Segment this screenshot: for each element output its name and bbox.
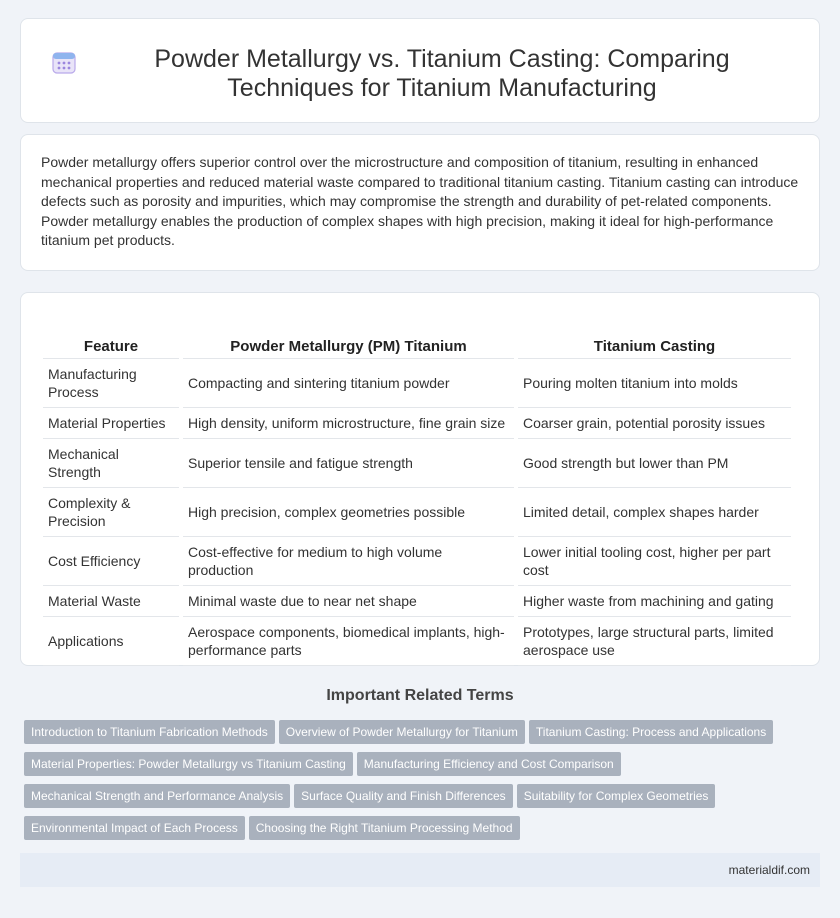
related-term-tag[interactable]: Suitability for Complex Geometries xyxy=(517,784,716,808)
table-row xyxy=(43,408,791,439)
column-header-feature: Feature xyxy=(43,315,179,359)
related-term-tag[interactable]: Introduction to Titanium Fabrication Methods xyxy=(24,720,275,744)
table-cell-casting: Lower initial tooling cost, higher per part cost xyxy=(518,537,791,586)
table-cell-feature: Manufacturing Process xyxy=(43,359,179,408)
table-row xyxy=(43,359,791,408)
table-cell-feature: Material Waste xyxy=(43,586,179,617)
table-cell-pm: High precision, complex geometries possible xyxy=(183,488,514,537)
comparison-table xyxy=(39,315,795,666)
footer-site-link[interactable]: materialdif.com xyxy=(728,863,810,877)
calendar-icon xyxy=(51,49,77,75)
page-title: Powder Metallurgy vs. Titanium Casting: Comparing Techniques for Titanium Manufacturing xyxy=(154,45,730,102)
column-header-pm-titanium: Powder Metallurgy (PM) Titanium xyxy=(183,315,514,359)
related-term-tag[interactable]: Mechanical Strength and Performance Analysis xyxy=(24,784,290,808)
table-row xyxy=(43,439,791,488)
related-term-tag[interactable]: Material Properties: Powder Metallurgy vs Titanium Casting xyxy=(24,752,353,776)
table-cell-casting: Coarser grain, potential porosity issues xyxy=(518,408,791,439)
table-row xyxy=(43,537,791,586)
table-cell-pm: Superior tensile and fatigue strength xyxy=(183,439,514,488)
related-term-tag[interactable]: Titanium Casting: Process and Applications xyxy=(529,720,773,744)
table-cell-feature: Mechanical Strength xyxy=(43,439,179,488)
table-row xyxy=(43,586,791,617)
table-header-row xyxy=(43,315,791,359)
table-cell-feature: Applications xyxy=(43,617,179,666)
intro-paragraph: Powder metallurgy offers superior control over the microstructure and composition of titanium, resulting in enhanced mechanical properties and reduced material waste compared to traditional titanium casting. Titanium casting can introduce defects such as porosity and impurities, which may compromise the strength and durability of pet-related components. Powder metallurgy enables the production of complex shapes with high precision, making it ideal for high-performance titanium pet products. xyxy=(41,154,799,249)
table-cell-pm: Compacting and sintering titanium powder xyxy=(183,359,514,408)
table-cell-feature: Cost Efficiency xyxy=(43,537,179,586)
table-row xyxy=(43,617,791,666)
table-cell-pm: Aerospace components, biomedical implants, high-performance parts xyxy=(183,617,514,666)
table-cell-pm: Cost-effective for medium to high volume production xyxy=(183,537,514,586)
table-cell-casting: Prototypes, large structural parts, limited aerospace use xyxy=(518,617,791,666)
footer xyxy=(20,853,820,887)
table-cell-feature: Material Properties xyxy=(43,408,179,439)
related-term-tag[interactable]: Manufacturing Efficiency and Cost Comparison xyxy=(357,752,621,776)
related-terms-list xyxy=(24,720,824,848)
table-cell-casting: Higher waste from machining and gating xyxy=(518,586,791,617)
related-term-tag[interactable]: Surface Quality and Finish Differences xyxy=(294,784,513,808)
table-cell-pm: High density, uniform microstructure, fine grain size xyxy=(183,408,514,439)
intro-card xyxy=(20,134,820,271)
column-header-titanium-casting: Titanium Casting xyxy=(518,315,791,359)
table-cell-casting: Limited detail, complex shapes harder xyxy=(518,488,791,537)
table-cell-casting: Pouring molten titanium into molds xyxy=(518,359,791,408)
related-term-tag[interactable]: Environmental Impact of Each Process xyxy=(24,816,245,840)
title-card xyxy=(20,18,820,123)
table-cell-pm: Minimal waste due to near net shape xyxy=(183,586,514,617)
related-term-tag[interactable]: Overview of Powder Metallurgy for Titanium xyxy=(279,720,525,744)
related-term-tag[interactable]: Choosing the Right Titanium Processing Method xyxy=(249,816,520,840)
related-terms-title: Important Related Terms xyxy=(326,687,514,704)
table-row xyxy=(43,488,791,537)
table-cell-casting: Good strength but lower than PM xyxy=(518,439,791,488)
comparison-table-card xyxy=(20,292,820,666)
table-cell-feature: Complexity & Precision xyxy=(43,488,179,537)
